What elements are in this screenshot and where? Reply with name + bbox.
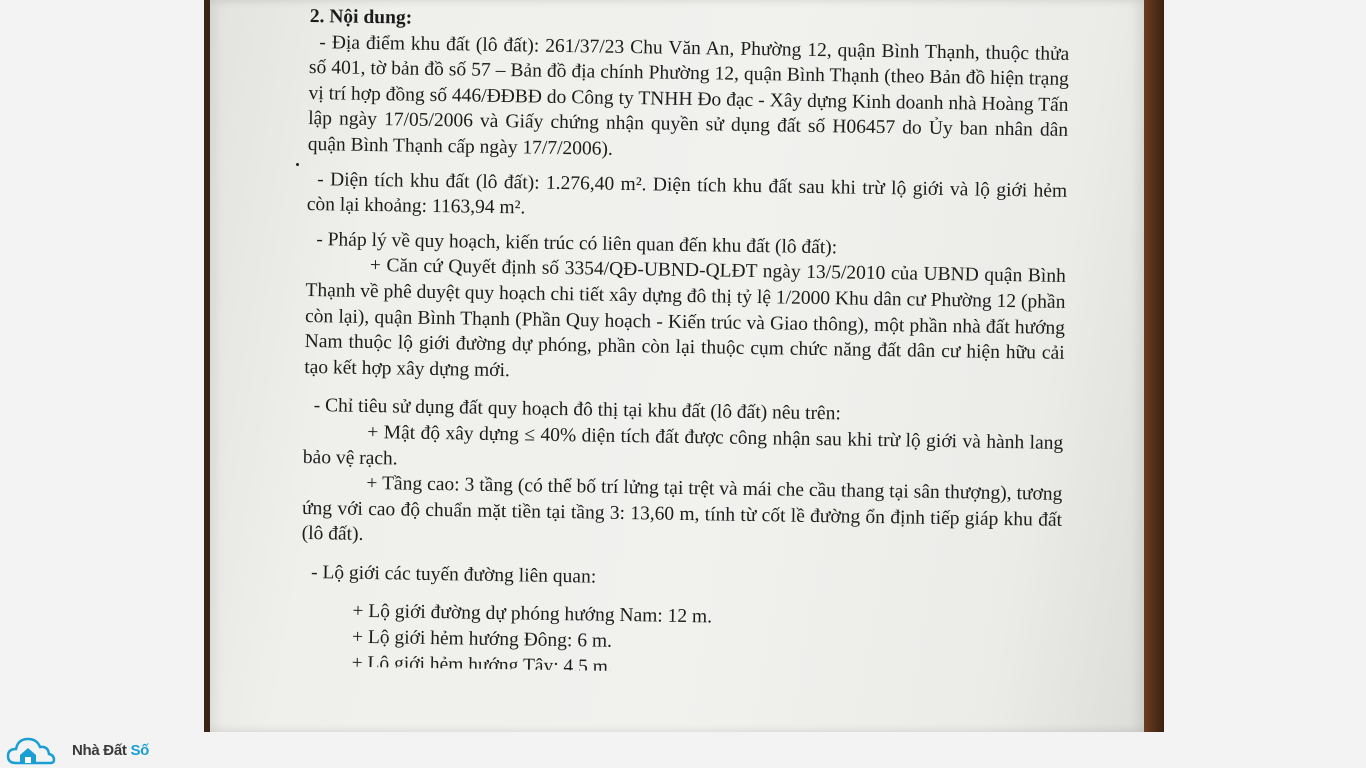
ink-dot: [296, 163, 299, 166]
table-edge: [1144, 0, 1164, 732]
logo-text: [72, 742, 149, 759]
paragraph-legal: - Pháp lý về quy hoạch, kiến trúc có liên quan đến khu đất (lô đất):: [316, 228, 838, 259]
paragraph-floors: + Tầng cao: 3 tầng (có thể bố trí lửng tại trệt và mái che cầu thang tại sân thượng), tương ứng với cao độ chuẩn mặt tiền tại tầng 3: 13,60 m, tính từ cốt lề đường ổn định tiếp giáp khu đất (lô đất).: [301, 473, 1063, 546]
paragraph-decision: + Căn cứ Quyết định số 3354/QĐ-UBND-QLĐT ngày 13/5/2010 của UBND quận Bình Thạnh về phê duyệt quy hoạch chi tiết xây dựng đô thị tỷ lệ 1/2000 Khu dân cư Phường 12 (phần còn lại), quận Bình Thạnh (Phần Quy hoạch - Kiến trúc và Giao thông), một phần nhà đất hướng Nam thuộc lộ giới đường dự phóng, phần còn lại thuộc cụm chức năng đất dân cư hiện hữu cải tạo kết hợp xây dựng mới.: [304, 255, 1066, 381]
section-heading: 2. Nội dung:: [309, 5, 413, 29]
paragraph-indicators: - Chỉ tiêu sử dụng đất quy hoạch đô thị tại khu đất (lô đất) nêu trên:: [313, 395, 842, 425]
document-photo: [204, 0, 1164, 732]
paragraph-area: - Diện tích khu đất (lô đất): 1.276,40 m². Diện tích khu đất sau khi trừ lộ giới và lộ giới hẻm còn lại khoảng: 1163,94 m².: [306, 168, 1068, 219]
logo-name: Nhà Đất: [72, 741, 127, 759]
paragraph-location: - Địa điểm khu đất (lô đất): 261/37/23 Chu Văn An, Phường 12, quận Bình Thạnh, thuộc thửa số 401, tờ bản đồ số 57 – Bản đồ địa chính Phường 12, quận Bình Thạnh (theo Bản đồ hiện trạng vị trí hợp đồng số 446/ĐĐBĐ do Công ty TNHH Đo đạc - Xây dựng Kinh doanh nhà Hoàng Tấn lập ngày 17/05/2006 và Giấy chứng nhận quyền sử dụng đất số H06457 do Ủy ban nhân dân quận Bình Thạnh cấp ngày 17/7/2006).: [307, 31, 1070, 160]
document-body: [300, 4, 1070, 678]
paragraph-road-boundaries: - Lộ giới các tuyến đường liên quan:: [310, 561, 597, 588]
paper-sheet: [210, 0, 1144, 732]
logo-suffix: Số: [130, 741, 150, 759]
brand-logo: [6, 734, 149, 766]
road-west: + Lộ giới hẻm hướng Tây: 4,5 m.: [351, 652, 613, 678]
house-cloud-icon: [6, 733, 68, 767]
road-east: + Lộ giới hẻm hướng Đông: 6 m.: [351, 626, 613, 652]
paragraph-density: + Mật độ xây dựng ≤ 40% diện tích đất được công nhận sau khi trừ lộ giới và hành lang bảo vệ rạch.: [302, 421, 1064, 469]
road-south: + Lộ giới đường dự phóng hướng Nam: 12 m.: [352, 601, 713, 628]
